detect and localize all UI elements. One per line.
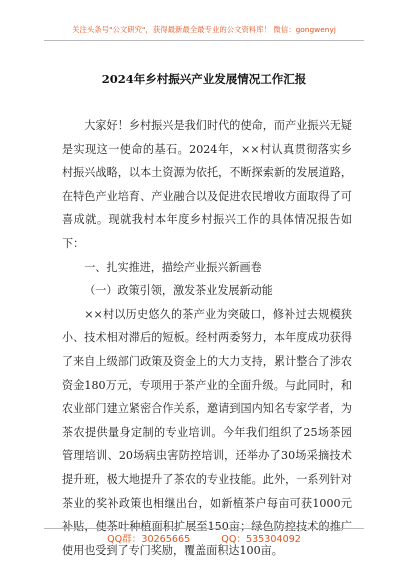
section-heading: 一、扎实推进，描绘产业振兴新画卷 <box>84 260 262 274</box>
document-title: 2024年乡村振兴产业发展情况工作汇报 <box>101 72 307 86</box>
document-body <box>62 114 352 562</box>
subsection-heading: （一）政策引领，激发茶业发展新动能 <box>84 284 273 298</box>
body-paragraph: ××村以历史悠久的茶产业为突破口，修补过去规模狭小、技术相对滞后的短板。经村两委努力，本年度成功获得了来自上级部门政策及资金上的大力支持，累计整合了涉农资金180万元，专项用于茶产业的全面升级。与此同时，和农业部门建立紧密合作关系，邀请到国内知名专家学者，为茶农提供量身定制的专业培训。今年我们组织了25场茶园管理培训、20场病虫害防控培训，还举办了30场采摘技术提升班，极大地提升了茶农的专业技能。此外，一系列针对茶业的奖补政策也相继出台，如新植茶户每亩可获1000元补贴，使茶叶种植面积扩展至150亩；绿色防控技术的推广使用也受到了专门奖励，覆盖面积达100亩。 <box>62 307 352 557</box>
footer-divider <box>44 528 364 529</box>
footer-qq-group: QQ群：30265665 <box>107 534 191 545</box>
header-banner: 关注头条号"公文研究"，获得最新最全最专业的公文资料库！ 微信：gongwenyj <box>72 25 336 34</box>
header-divider <box>44 40 364 41</box>
intro-paragraph: 大家好！乡村振兴是我们时代的使命，而产业振兴无疑是实现这一使命的基石。2024年，××村认真贯彻落实乡村振兴战略，以本土资源为依托，不断探索新的发展道路，在特色产业培育、产业融合以及促进农民增收方面取得了可喜成就。现就我村本年度乡村振兴工作的具体情况报告如下： <box>62 119 352 250</box>
footer-qq: QQ：535304092 <box>221 534 301 545</box>
footer <box>0 531 408 545</box>
